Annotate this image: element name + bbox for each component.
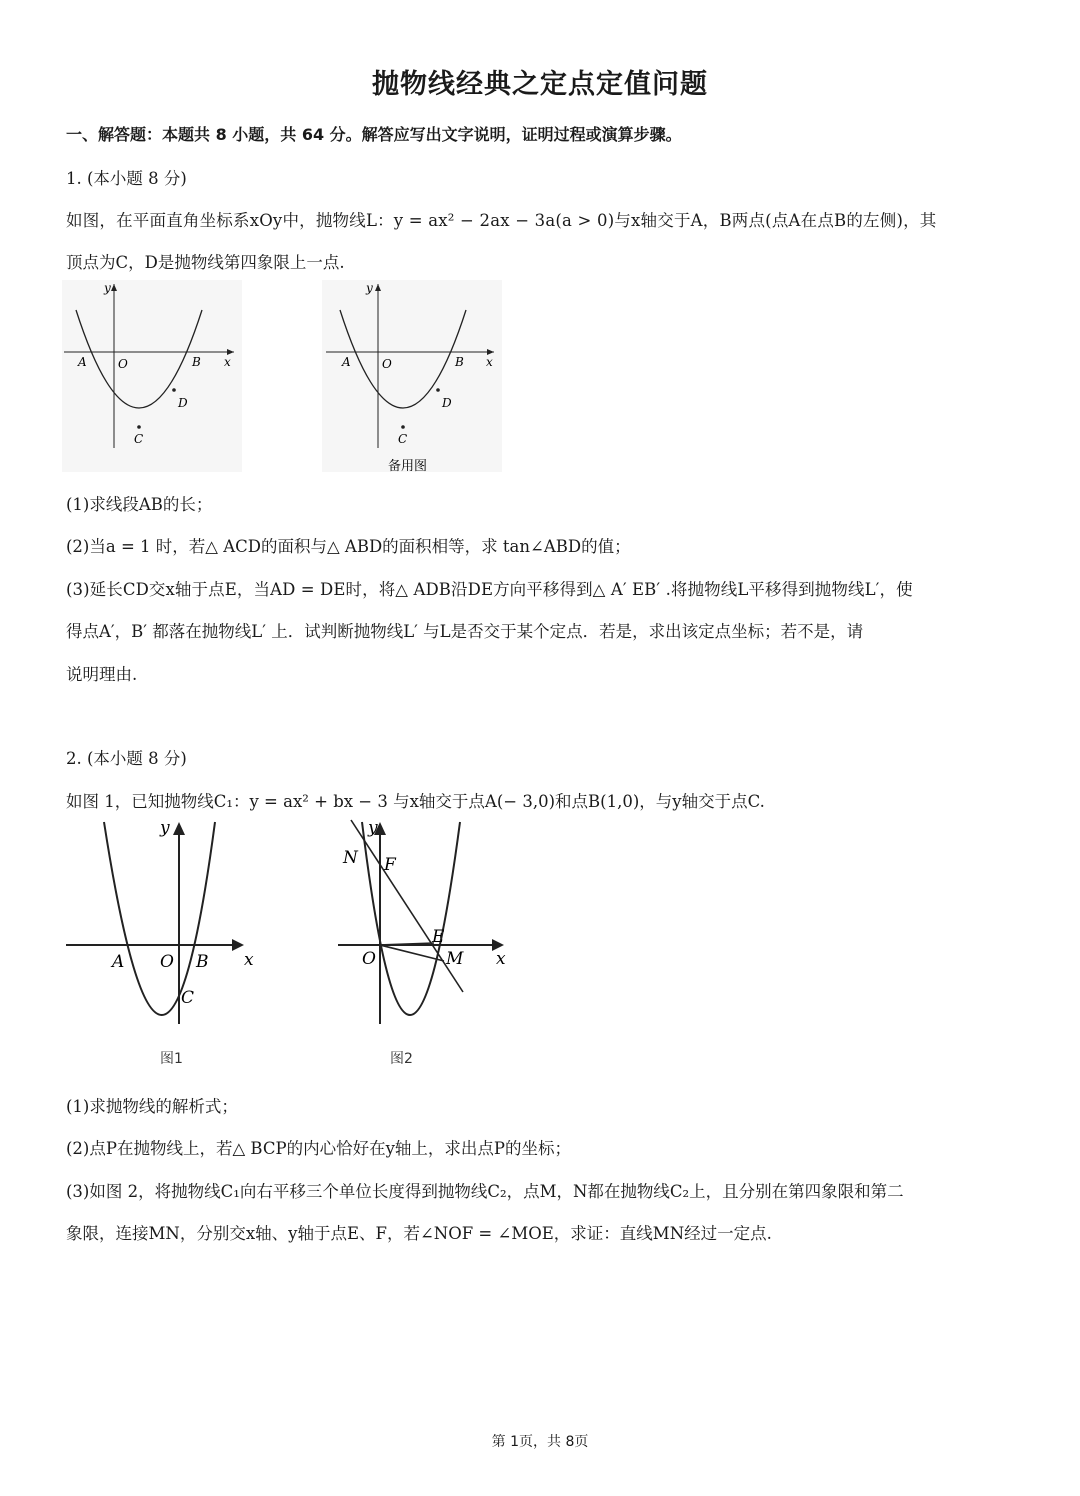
q1-backup-A-label: A <box>342 355 351 369</box>
q2-part3-line2: 象限，连接MN，分别交x轴、y轴于点E、F，若∠NOF = ∠MOE，求证：直线MN经过一定点. <box>66 1224 772 1243</box>
q2-fig1-O-label: O <box>160 952 174 972</box>
q2-figure-1 <box>62 818 272 1034</box>
q2-fig2-caption-text: 图2 <box>390 1051 413 1067</box>
q1-figure-main <box>62 280 242 472</box>
q1-part1: (1)求线段AB的长； <box>66 495 213 514</box>
q1-stem-line1: 如图，在平面直角坐标系xOy中，抛物线L：y = ax² − 2ax − 3a(a > 0)与x轴交于A，B两点(点A在点B的左侧)，其 <box>66 211 937 230</box>
q1-fig-B-label: B <box>192 355 201 369</box>
q1-fig-y-label: y <box>104 281 111 295</box>
q2-fig2-F-label: F <box>384 855 396 875</box>
q2-part2: (2)点P在抛物线上，若△ BCP的内心恰好在y轴上，求出点P的坐标； <box>66 1139 571 1158</box>
page-footer: 第 1页，共 8页 <box>491 1434 589 1450</box>
q1-backup-C-label: C <box>398 432 408 446</box>
q1-backup-B-label: B <box>455 355 464 369</box>
q1-fig-O-label: O <box>118 357 128 371</box>
q1-fig-x-label: x <box>224 355 231 369</box>
q1-fig-C-label: C <box>134 432 144 446</box>
q2-part3-line1: (3)如图 2，将抛物线C₁向右平移三个单位长度得到抛物线C₂，点M，N都在抛物线C₂上，且分别在第四象限和第二 <box>66 1182 904 1201</box>
q2-fig2-x-label: x <box>496 949 506 969</box>
q1-fig-D-label: D <box>178 396 188 410</box>
q1-backup-O-label: O <box>382 357 392 371</box>
q1-backup-D-label: D <box>442 396 452 410</box>
q2-fig1-B-label: B <box>196 952 209 972</box>
q1-stem-line2: 顶点为C，D是抛物线第四象限上一点. <box>66 253 345 272</box>
q2-heading: 2. (本小题 8 分) <box>66 749 187 768</box>
q2-fig1-A-label: A <box>112 952 125 972</box>
q1-figure-backup <box>322 280 502 472</box>
q1-heading: 1. (本小题 8 分) <box>66 169 187 188</box>
q2-fig1-y-label: y <box>160 818 170 838</box>
q1-backup-y-label: y <box>366 281 373 295</box>
q1-part3-line1: (3)延长CD交x轴于点E，当AD = DE时，将△ ADB沿DE方向平移得到△ A′ EB′ .将抛物线L平移得到抛物线L′，使 <box>66 580 913 599</box>
q2-fig2-y-label: y <box>368 818 378 838</box>
q2-fig2-E-label: E <box>432 927 445 947</box>
q2-fig2-O-label: O <box>362 949 376 969</box>
q1-part3-line3: 说明理由. <box>66 665 138 684</box>
q1-part2: (2)当a = 1 时，若△ ACD的面积与△ ABD的面积相等，求 tan∠ABD的值； <box>66 537 631 556</box>
q1-backup-x-label: x <box>486 355 493 369</box>
q1-fig-A-label: A <box>78 355 87 369</box>
q1-backup-caption: 备用图 <box>388 459 428 472</box>
q2-stem: 如图 1，已知抛物线C₁：y = ax² + bx − 3 与x轴交于点A(− 3,0)和点B(1,0)，与y轴交于点C. <box>66 792 765 811</box>
q2-fig2-M-label: M <box>446 949 464 969</box>
q2-fig1-x-label: x <box>244 950 254 970</box>
q2-fig1-caption-text: 图1 <box>160 1051 183 1067</box>
q2-figure-2 <box>334 818 524 1034</box>
q2-fig1-C-label: C <box>181 988 195 1008</box>
section-header: 一、解答题：本题共 8 小题，共 64 分。解答应写出文字说明，证明过程或演算步骤。 <box>66 125 682 144</box>
q1-part3-line2: 得点A′，B′ 都落在抛物线L′ 上．试判断抛物线L′ 与L是否交于某个定点．若是，求出该定点坐标；若不是，请 <box>66 622 864 641</box>
page-title: 抛物线经典之定点定值问题 <box>372 69 708 100</box>
q2-fig2-N-label: N <box>343 848 358 868</box>
q2-part1: (1)求抛物线的解析式； <box>66 1097 238 1116</box>
